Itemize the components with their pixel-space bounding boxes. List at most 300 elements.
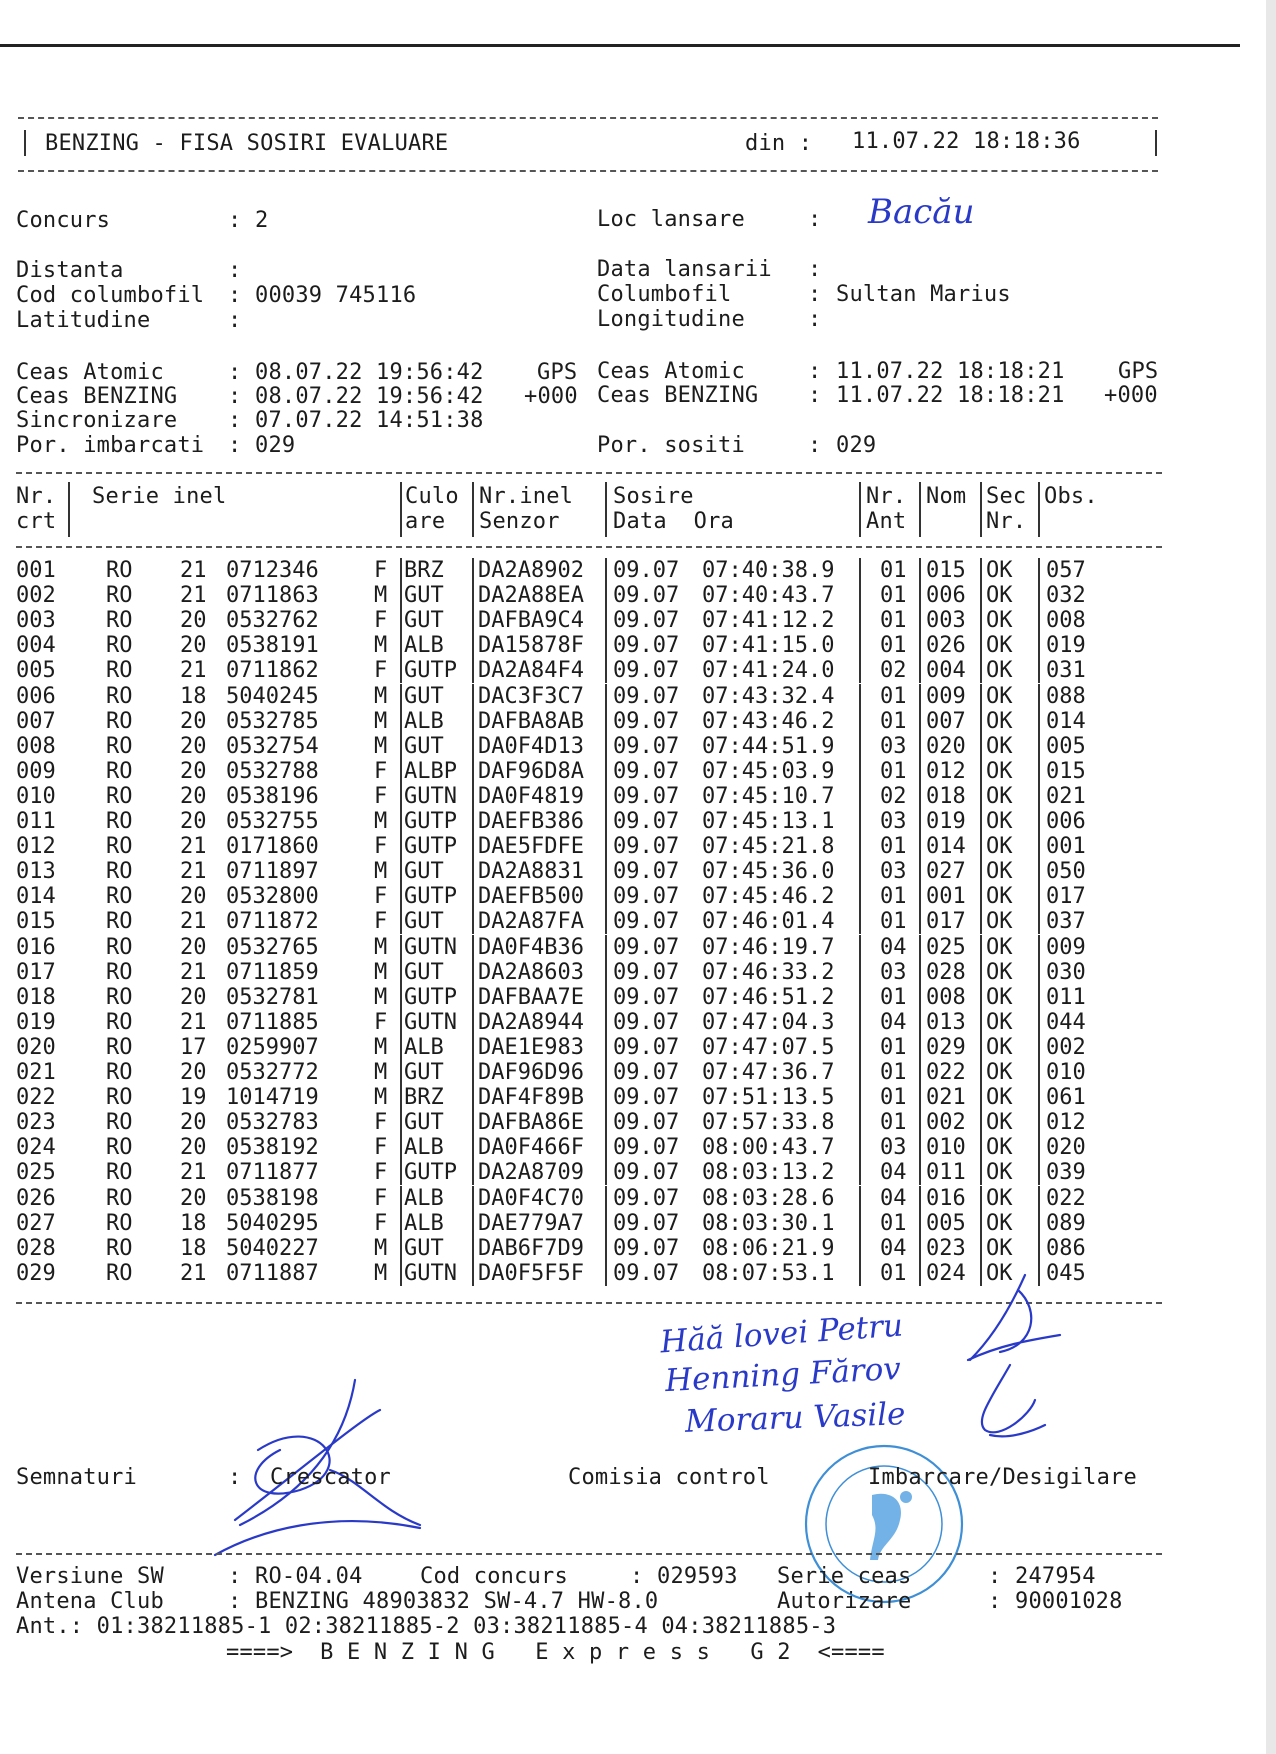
row-country: RO — [106, 783, 133, 809]
row-year: 21 — [180, 1160, 207, 1186]
row-date: 09.07 — [613, 1085, 680, 1111]
row-obs: 032 — [1046, 583, 1086, 609]
column-divider — [605, 884, 607, 909]
row-nom: 011 — [926, 1160, 966, 1186]
row-nr: 014 — [16, 884, 56, 910]
column-divider — [919, 734, 921, 759]
column-divider — [605, 1035, 607, 1060]
ceas-atomic-left-suffix: GPS — [537, 360, 578, 385]
row-date: 09.07 — [613, 1160, 680, 1186]
row-country: RO — [106, 959, 133, 985]
row-color: GUTN — [404, 1260, 457, 1286]
row-time: 07:47:04.3 — [702, 1009, 835, 1035]
concurs-value: 2 — [255, 208, 269, 233]
row-country: RO — [106, 1260, 133, 1286]
column-divider — [1038, 684, 1040, 709]
column-divider — [859, 985, 861, 1010]
column-divider — [859, 834, 861, 859]
row-color: ALB — [404, 1034, 444, 1060]
column-divider — [919, 809, 921, 834]
col-nom: Nom — [926, 484, 967, 509]
column-divider — [472, 1110, 474, 1135]
row-sensor: DAB6F7D9 — [478, 1235, 584, 1261]
row-sec: OK — [986, 733, 1013, 759]
column-divider — [400, 734, 402, 759]
column-divider — [980, 809, 982, 834]
column-divider — [400, 608, 402, 633]
column-divider — [980, 1186, 982, 1211]
row-antenna: 01 — [880, 1060, 907, 1085]
row-nr: 017 — [16, 959, 56, 985]
crescator-label: Crescator — [270, 1465, 392, 1490]
row-sec: OK — [986, 1260, 1013, 1286]
cod-concurs-label: Cod concurs — [420, 1564, 568, 1589]
row-nr: 013 — [16, 859, 56, 885]
column-divider — [1038, 583, 1040, 608]
row-ring-number: 0538191 — [226, 633, 319, 659]
column-divider — [980, 784, 982, 809]
row-color: GUTP — [404, 658, 457, 684]
column-divider — [919, 759, 921, 784]
row-sex: F — [374, 1210, 388, 1236]
column-divider — [605, 1261, 607, 1286]
row-year: 21 — [180, 959, 207, 985]
row-time: 07:47:36.7 — [702, 1060, 835, 1085]
row-sensor: DA2A8944 — [478, 1009, 584, 1035]
column-divider — [980, 1211, 982, 1236]
column-divider — [1038, 834, 1040, 859]
row-sensor: DA2A87FA — [478, 909, 584, 935]
column-divider — [980, 985, 982, 1010]
row-antenna: 01 — [880, 558, 907, 583]
row-sensor: DA0F4C70 — [478, 1185, 584, 1211]
row-ring-number: 0259907 — [226, 1034, 319, 1060]
row-country: RO — [106, 633, 133, 659]
row-obs: 037 — [1046, 909, 1086, 935]
row-antenna: 04 — [880, 1185, 907, 1211]
cod-columbofil-value: 00039 745116 — [255, 283, 417, 308]
column-divider — [472, 1085, 474, 1110]
table-row — [0, 558, 1200, 583]
row-nr: 009 — [16, 758, 56, 784]
column-divider — [400, 684, 402, 709]
handwritten-name-3: Moraru Vasile — [684, 1396, 907, 1440]
column-divider — [980, 859, 982, 884]
row-ring-number: 0711877 — [226, 1160, 319, 1186]
column-divider — [980, 960, 982, 985]
column-divider — [1038, 809, 1040, 834]
column-divider — [400, 759, 402, 784]
column-divider — [919, 1110, 921, 1135]
row-time: 07:41:12.2 — [702, 608, 835, 634]
column-divider — [859, 709, 861, 734]
row-date: 09.07 — [613, 783, 680, 809]
row-ring-number: 0532781 — [226, 984, 319, 1010]
row-year: 21 — [180, 909, 207, 935]
table-row — [0, 1010, 1200, 1035]
column-divider — [859, 1010, 861, 1035]
row-date: 09.07 — [613, 558, 680, 583]
column-divider — [400, 809, 402, 834]
row-color: BRZ — [404, 1085, 444, 1111]
row-nom: 016 — [926, 1185, 966, 1211]
column-divider — [980, 583, 982, 608]
row-obs: 050 — [1046, 859, 1086, 885]
ceas-benzing-right-suffix: +000 — [1104, 383, 1158, 408]
column-divider — [605, 784, 607, 809]
row-year: 20 — [180, 783, 207, 809]
row-ring-number: 0532754 — [226, 733, 319, 759]
row-sec: OK — [986, 783, 1013, 809]
row-ring-number: 0532788 — [226, 758, 319, 784]
column-divider — [472, 909, 474, 934]
row-ring-number: 0532765 — [226, 934, 319, 960]
row-country: RO — [106, 733, 133, 759]
row-nom: 024 — [926, 1260, 966, 1286]
column-divider — [859, 1160, 861, 1185]
row-antenna: 01 — [880, 1210, 907, 1236]
column-divider — [605, 1186, 607, 1211]
column-divider — [605, 734, 607, 759]
col-culoare: Culo — [405, 484, 459, 509]
column-divider — [980, 558, 982, 583]
row-antenna: 01 — [880, 984, 907, 1010]
por-sositi-value: 029 — [836, 433, 877, 458]
column-divider — [472, 633, 474, 658]
row-color: GUTN — [404, 1009, 457, 1035]
row-ring-number: 0532772 — [226, 1060, 319, 1085]
row-sensor: DA2A8709 — [478, 1160, 584, 1186]
row-sex: M — [374, 583, 388, 609]
row-sensor: DAEFB386 — [478, 809, 584, 834]
column-divider — [980, 759, 982, 784]
column-divider — [1038, 1010, 1040, 1035]
row-color: ALB — [404, 1135, 444, 1161]
column-divider — [859, 1035, 861, 1060]
column-divider — [1038, 985, 1040, 1010]
row-sec: OK — [986, 909, 1013, 935]
column-divider — [980, 1010, 982, 1035]
row-color: GUTP — [404, 884, 457, 910]
column-divider — [605, 1236, 607, 1261]
row-nom: 022 — [926, 1060, 966, 1085]
row-color: GUT — [404, 909, 444, 935]
row-date: 09.07 — [613, 633, 680, 659]
column-divider — [919, 1035, 921, 1060]
column-divider — [472, 658, 474, 683]
row-year: 20 — [180, 1060, 207, 1085]
row-nom: 017 — [926, 909, 966, 935]
column-divider — [472, 583, 474, 608]
row-nom: 002 — [926, 1110, 966, 1136]
ceas-atomic-right-suffix: GPS — [1118, 359, 1159, 384]
row-obs: 011 — [1046, 984, 1086, 1010]
ceas-atomic-left: 08.07.22 19:56:42 — [255, 360, 484, 385]
row-ring-number: 0711859 — [226, 959, 319, 985]
row-sensor: DAFBAA7E — [478, 984, 584, 1010]
col-nr: Nr. — [16, 484, 57, 509]
row-country: RO — [106, 909, 133, 935]
row-nr: 007 — [16, 708, 56, 734]
ceas-atomic-right: 11.07.22 18:18:21 — [836, 359, 1065, 384]
row-sec: OK — [986, 859, 1013, 885]
column-divider — [859, 960, 861, 985]
row-sec: OK — [986, 708, 1013, 734]
row-country: RO — [106, 1185, 133, 1211]
column-divider — [472, 1035, 474, 1060]
row-nom: 014 — [926, 834, 966, 860]
column-divider — [605, 834, 607, 859]
table-row — [0, 834, 1200, 859]
column-divider — [980, 1135, 982, 1160]
distanta-label: Distanta — [16, 258, 124, 283]
table-row — [0, 784, 1200, 809]
row-obs: 039 — [1046, 1160, 1086, 1186]
row-ring-number: 0711872 — [226, 909, 319, 935]
row-nr: 028 — [16, 1235, 56, 1261]
row-country: RO — [106, 1034, 133, 1060]
column-divider — [1038, 935, 1040, 960]
row-sec: OK — [986, 1135, 1013, 1161]
column-divider — [919, 558, 921, 583]
row-obs: 001 — [1046, 834, 1086, 860]
row-country: RO — [106, 859, 133, 885]
row-nr: 005 — [16, 658, 56, 684]
table-row — [0, 633, 1200, 658]
row-year: 20 — [180, 708, 207, 734]
column-divider — [1038, 709, 1040, 734]
row-year: 20 — [180, 809, 207, 834]
row-obs: 088 — [1046, 683, 1086, 709]
row-sec: OK — [986, 583, 1013, 609]
column-divider — [605, 658, 607, 683]
row-obs: 006 — [1046, 809, 1086, 834]
column-divider — [400, 1160, 402, 1185]
row-sensor: DAFBA9C4 — [478, 608, 584, 634]
table-row — [0, 1035, 1200, 1060]
table-row — [0, 1135, 1200, 1160]
column-divider — [859, 909, 861, 934]
row-time: 07:45:21.8 — [702, 834, 835, 860]
column-divider — [472, 684, 474, 709]
table-row — [0, 1186, 1200, 1211]
row-time: 07:40:43.7 — [702, 583, 835, 609]
row-time: 07:45:36.0 — [702, 859, 835, 885]
column-divider — [472, 709, 474, 734]
row-time: 07:45:03.9 — [702, 758, 835, 784]
row-sensor: DAE5FDFE — [478, 834, 584, 860]
row-date: 09.07 — [613, 959, 680, 985]
table-row — [0, 1261, 1200, 1286]
column-divider — [859, 1261, 861, 1286]
row-date: 09.07 — [613, 1034, 680, 1060]
row-time: 08:03:30.1 — [702, 1210, 835, 1236]
row-time: 07:46:01.4 — [702, 909, 835, 935]
row-nom: 004 — [926, 658, 966, 684]
column-divider — [605, 1085, 607, 1110]
column-divider — [472, 1236, 474, 1261]
row-date: 09.07 — [613, 583, 680, 609]
row-color: ALB — [404, 1185, 444, 1211]
row-country: RO — [106, 608, 133, 634]
column-divider — [980, 684, 982, 709]
serie-ceas-label: Serie ceas — [777, 1564, 912, 1589]
row-antenna: 04 — [880, 1160, 907, 1186]
row-nr: 012 — [16, 834, 56, 860]
column-divider — [919, 960, 921, 985]
row-color: GUT — [404, 959, 444, 985]
ceas-atomic-right-label: Ceas Atomic — [597, 359, 745, 384]
row-sex: F — [374, 783, 388, 809]
row-sex: M — [374, 683, 388, 709]
column-divider — [919, 1135, 921, 1160]
row-color: ALBP — [404, 758, 457, 784]
row-sensor: DA2A8902 — [478, 558, 584, 583]
row-date: 09.07 — [613, 859, 680, 885]
row-sec: OK — [986, 1085, 1013, 1111]
column-divider — [605, 1010, 607, 1035]
row-nr: 001 — [16, 558, 56, 583]
row-sec: OK — [986, 959, 1013, 985]
row-time: 07:46:33.2 — [702, 959, 835, 985]
column-divider — [472, 608, 474, 633]
column-divider — [400, 1186, 402, 1211]
row-year: 21 — [180, 834, 207, 860]
table-row — [0, 709, 1200, 734]
row-sensor: DAE779A7 — [478, 1210, 584, 1236]
row-date: 09.07 — [613, 934, 680, 960]
column-divider — [1038, 633, 1040, 658]
row-sensor: DAE1E983 — [478, 1034, 584, 1060]
row-country: RO — [106, 934, 133, 960]
row-sec: OK — [986, 1060, 1013, 1085]
column-divider — [859, 1211, 861, 1236]
row-sensor: DA0F4D13 — [478, 733, 584, 759]
row-ring-number: 0711863 — [226, 583, 319, 609]
col-nr-inel-senzor: Nr.inel — [479, 484, 574, 509]
column-divider — [400, 1060, 402, 1085]
row-antenna: 01 — [880, 583, 907, 609]
row-ring-number: 1014719 — [226, 1085, 319, 1111]
column-divider — [980, 834, 982, 859]
row-sensor: DA2A88EA — [478, 583, 584, 609]
sincronizare-value: 07.07.22 14:51:38 — [255, 408, 484, 433]
row-country: RO — [106, 884, 133, 910]
row-nr: 006 — [16, 683, 56, 709]
column-divider — [859, 1236, 861, 1261]
versiune-sw-value: RO-04.04 — [255, 1564, 363, 1589]
row-sec: OK — [986, 809, 1013, 834]
column-divider — [1038, 909, 1040, 934]
col-obs: Obs. — [1044, 484, 1098, 509]
table-row — [0, 1160, 1200, 1185]
row-obs: 005 — [1046, 733, 1086, 759]
row-time: 07:41:15.0 — [702, 633, 835, 659]
row-year: 20 — [180, 733, 207, 759]
column-divider — [605, 909, 607, 934]
table-row — [0, 759, 1200, 784]
row-nom: 008 — [926, 984, 966, 1010]
row-date: 09.07 — [613, 658, 680, 684]
brand-line: ====> B E N Z I N G E x p r e s s G 2 <==== — [226, 1640, 885, 1665]
row-sex: M — [374, 1034, 388, 1060]
column-divider — [400, 1236, 402, 1261]
col-sosire: Sosire — [613, 484, 694, 509]
row-nom: 003 — [926, 608, 966, 634]
row-sex: F — [374, 834, 388, 860]
column-divider — [605, 1211, 607, 1236]
column-divider — [919, 1211, 921, 1236]
row-sex: F — [374, 884, 388, 910]
column-divider — [472, 734, 474, 759]
row-time: 07:43:32.4 — [702, 683, 835, 709]
column-divider — [919, 884, 921, 909]
row-antenna: 01 — [880, 1260, 907, 1286]
row-date: 09.07 — [613, 884, 680, 910]
row-ring-number: 0538196 — [226, 783, 319, 809]
column-divider — [605, 809, 607, 834]
row-nr: 008 — [16, 733, 56, 759]
row-year: 20 — [180, 758, 207, 784]
column-divider — [605, 960, 607, 985]
column-divider — [1038, 1160, 1040, 1185]
column-divider — [605, 633, 607, 658]
row-sex: F — [374, 1009, 388, 1035]
column-divider — [400, 884, 402, 909]
column-divider — [1038, 1035, 1040, 1060]
row-nom: 001 — [926, 884, 966, 910]
ceas-benzing-left-suffix: +000 — [524, 384, 578, 409]
row-nom: 027 — [926, 859, 966, 885]
row-sec: OK — [986, 1110, 1013, 1136]
column-divider — [859, 583, 861, 608]
column-divider — [1038, 734, 1040, 759]
commission-signatures — [968, 1275, 1060, 1436]
row-sex: M — [374, 809, 388, 834]
column-divider — [400, 834, 402, 859]
row-date: 09.07 — [613, 984, 680, 1010]
row-sec: OK — [986, 1185, 1013, 1211]
column-divider — [980, 909, 982, 934]
row-time: 07:45:46.2 — [702, 884, 835, 910]
row-nom: 006 — [926, 583, 966, 609]
column-divider — [1038, 759, 1040, 784]
row-sec: OK — [986, 1009, 1013, 1035]
row-nom: 019 — [926, 809, 966, 834]
antena-club-label: Antena Club — [16, 1589, 164, 1614]
row-country: RO — [106, 1009, 133, 1035]
row-year: 17 — [180, 1034, 207, 1060]
row-year: 21 — [180, 558, 207, 583]
row-time: 07:40:38.9 — [702, 558, 835, 583]
row-nr: 016 — [16, 934, 56, 960]
row-time: 08:07:53.1 — [702, 1260, 835, 1286]
row-ring-number: 0711862 — [226, 658, 319, 684]
column-divider — [1038, 960, 1040, 985]
row-nom: 025 — [926, 934, 966, 960]
table-row — [0, 935, 1200, 960]
row-year: 18 — [180, 683, 207, 709]
row-nom: 012 — [926, 758, 966, 784]
table-row — [0, 809, 1200, 834]
table-row — [0, 1236, 1200, 1261]
column-divider — [472, 809, 474, 834]
row-antenna: 01 — [880, 909, 907, 935]
table-row — [0, 1211, 1200, 1236]
table-row — [0, 960, 1200, 985]
row-sensor: DAFBA8AB — [478, 708, 584, 734]
column-divider — [919, 985, 921, 1010]
